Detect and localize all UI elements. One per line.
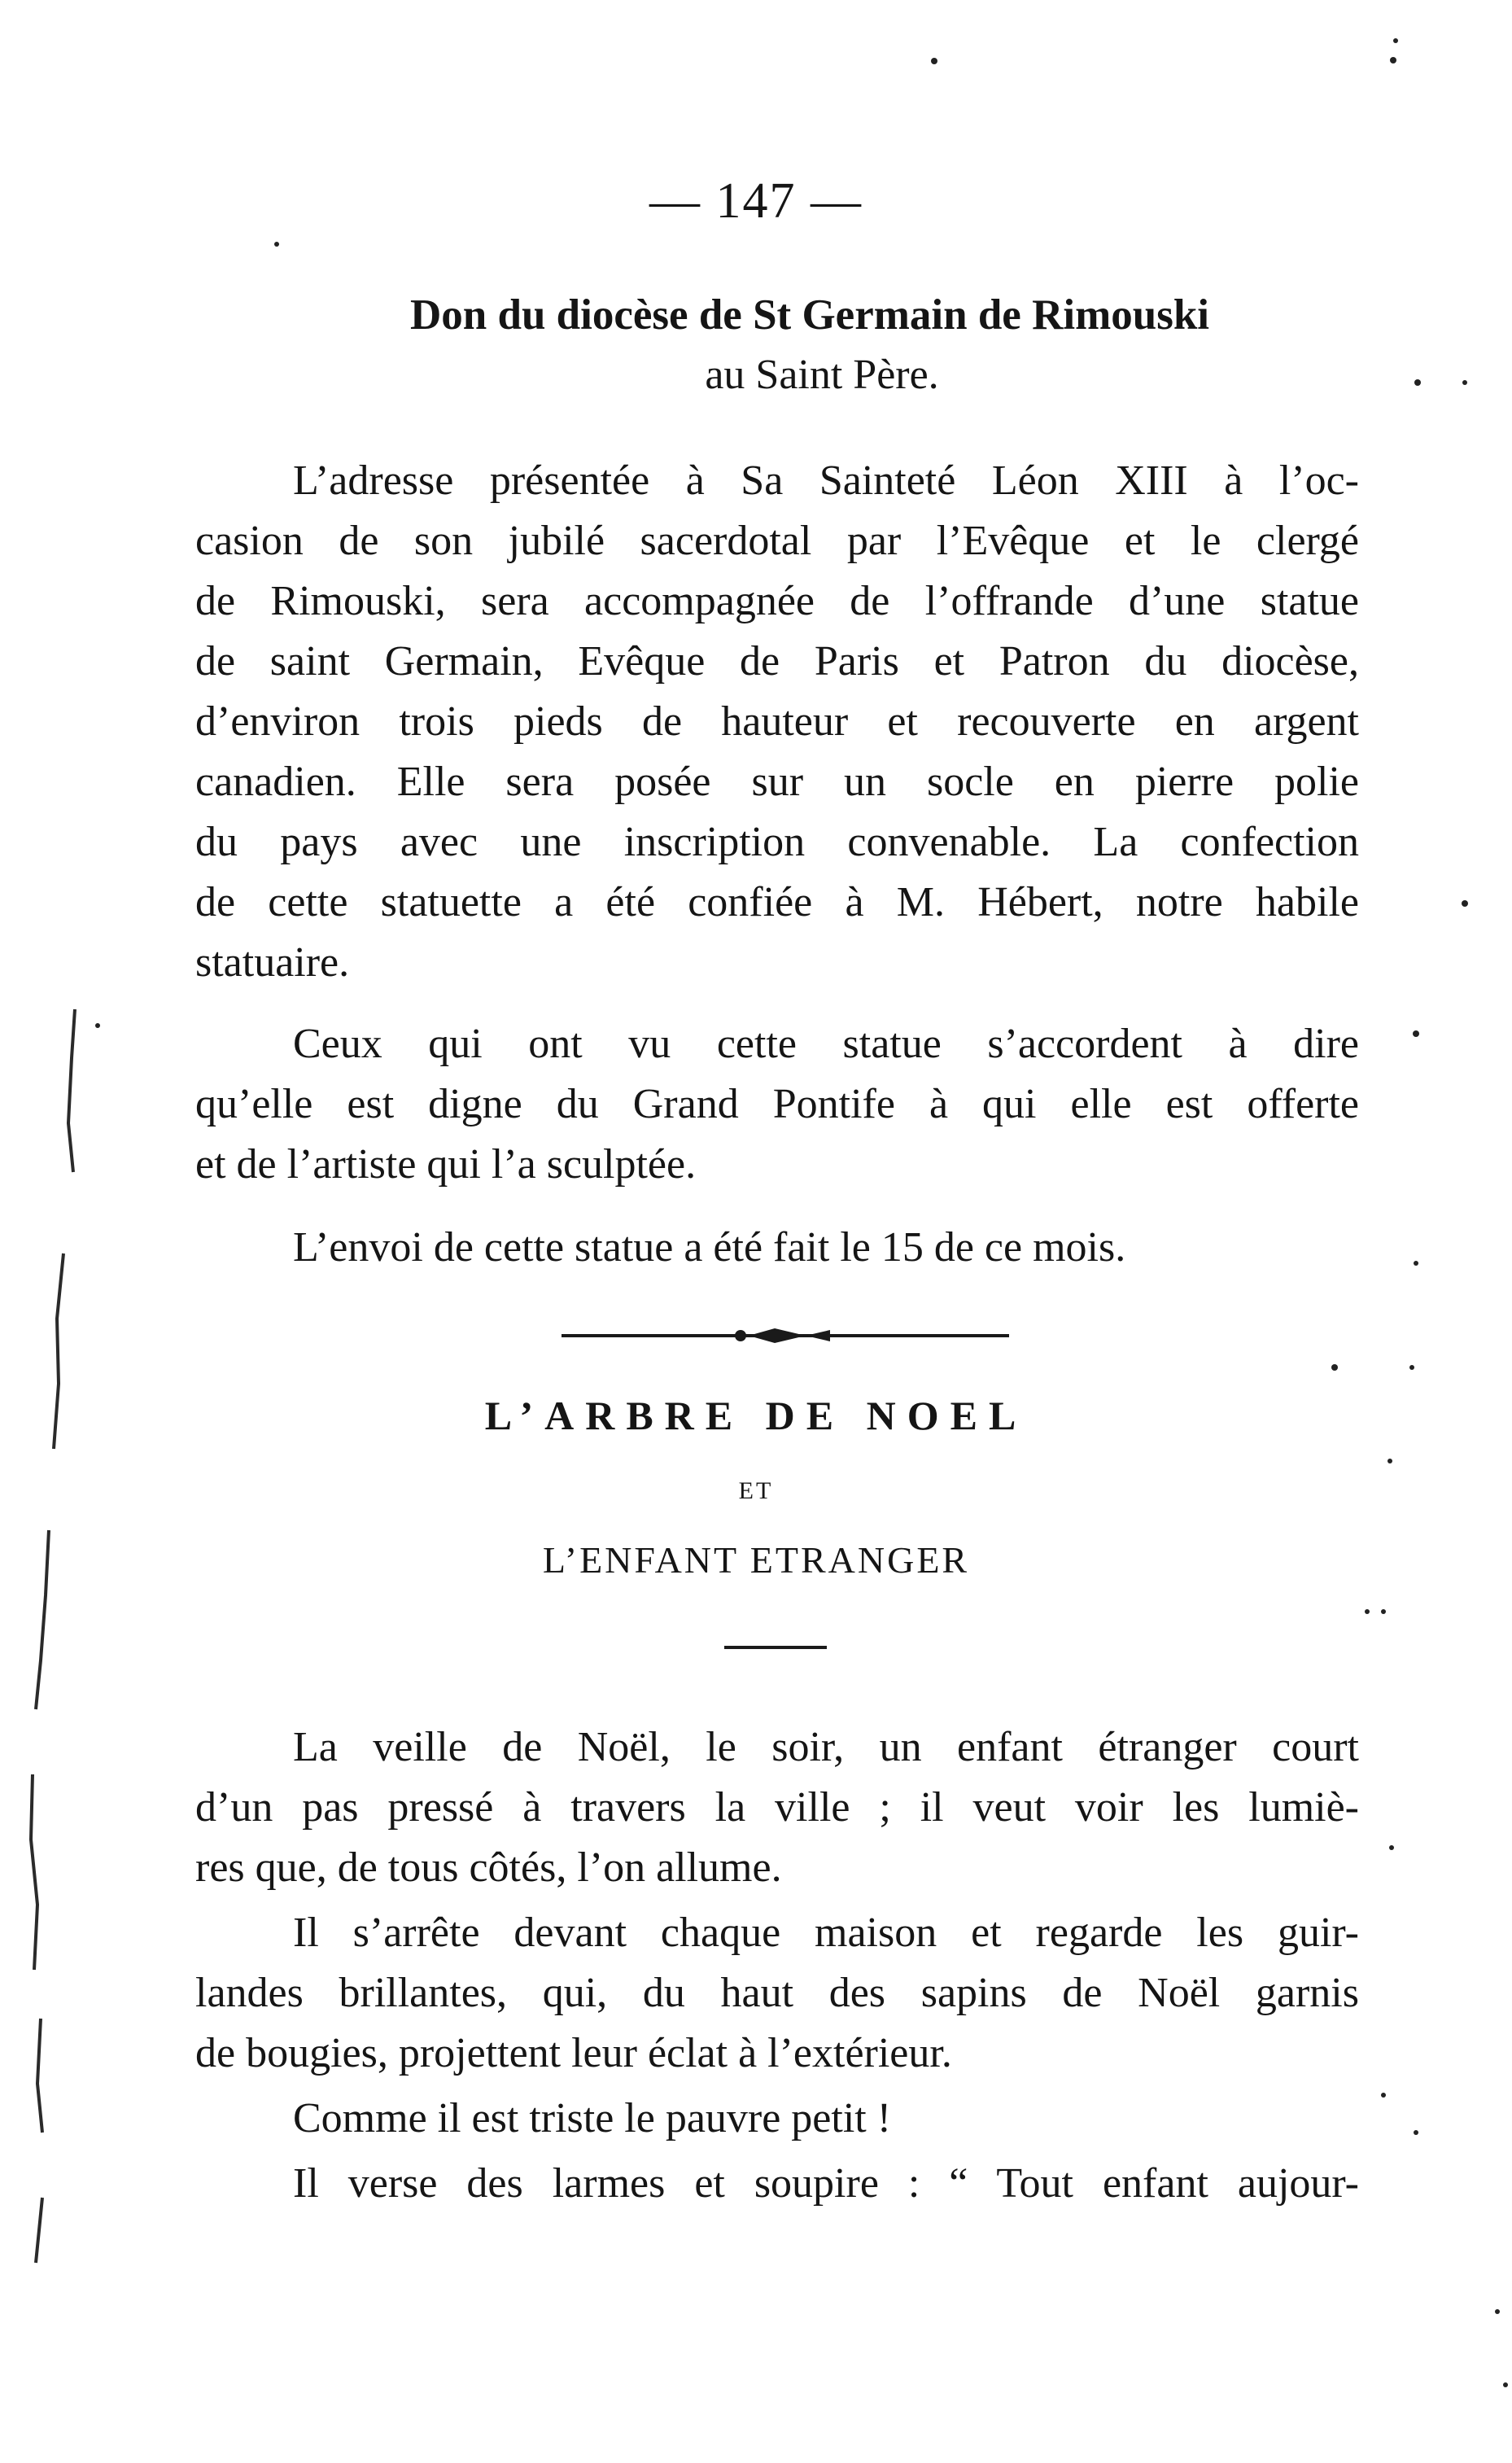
paragraph-line: La veille de Noël, le soir, un enfant étranger court <box>293 1724 1359 1770</box>
paragraph-line: qu’elle est digne du Grand Pontife à qui elle est offerte <box>195 1081 1359 1127</box>
paragraph-line: landes brillantes, qui, du haut des sapins de Noël garnis <box>195 1970 1359 2016</box>
paragraph-line: casion de son jubilé sacerdotal par l’Evêque et le clergé <box>195 518 1359 564</box>
article-heading-line1: Don du diocèse de St Germain de Rimouski <box>409 291 1210 339</box>
ornament-divider <box>562 1319 1009 1351</box>
paragraph-line: L’envoi de cette statue a été fait le 15 de ce mois. <box>293 1224 1126 1271</box>
paragraph-line: et de l’artiste qui l’a sculptée. <box>195 1141 697 1188</box>
paragraph-line: Il s’arrête devant chaque maison et regarde les guir- <box>293 1910 1359 1956</box>
paragraph-line: Il verse des larmes et soupire : “ Tout enfant aujour- <box>293 2160 1359 2207</box>
paragraph-line: Comme il est triste le pauvre petit ! <box>293 2095 892 2141</box>
paragraph-line: res que, de tous côtés, l’on allume. <box>195 1844 782 1891</box>
paragraph-line: de bougies, projettent leur éclat à l’extérieur. <box>195 2030 952 2076</box>
paragraph-line: d’un pas pressé à travers la ville ; il veut voir les lumiè- <box>195 1784 1359 1831</box>
article-heading-line2: au Saint Père. <box>705 352 939 398</box>
page-number: — 147 — <box>649 173 863 229</box>
paragraph-line: de Rimouski, sera accompagnée de l’offrande d’une statue <box>195 578 1359 624</box>
story-title-conjunction: ET <box>738 1477 774 1504</box>
paragraph-line: de saint Germain, Evêque de Paris et Patron du diocèse, <box>195 638 1359 685</box>
paragraph-line: du pays avec une inscription convenable. La confection <box>195 819 1359 865</box>
story-subtitle: L’ENFANT ETRANGER <box>542 1539 970 1581</box>
paragraph-line: L’adresse présentée à Sa Sainteté Léon XIII à l’oc- <box>293 457 1359 504</box>
story-title: L’ARBRE DE NOEL <box>484 1393 1028 1438</box>
paragraph-line: Ceux qui ont vu cette statue s’accordent à dire <box>293 1021 1359 1067</box>
paragraph-line: de cette statuette a été confiée à M. Hébert, notre habile <box>195 879 1359 925</box>
title-rule <box>724 1646 827 1649</box>
paragraph-line: d’environ trois pieds de hauteur et recouverte en argent <box>195 698 1359 745</box>
paragraph-line: canadien. Elle sera posée sur un socle en pierre polie <box>195 759 1359 805</box>
paragraph-line: statuaire. <box>195 939 350 986</box>
